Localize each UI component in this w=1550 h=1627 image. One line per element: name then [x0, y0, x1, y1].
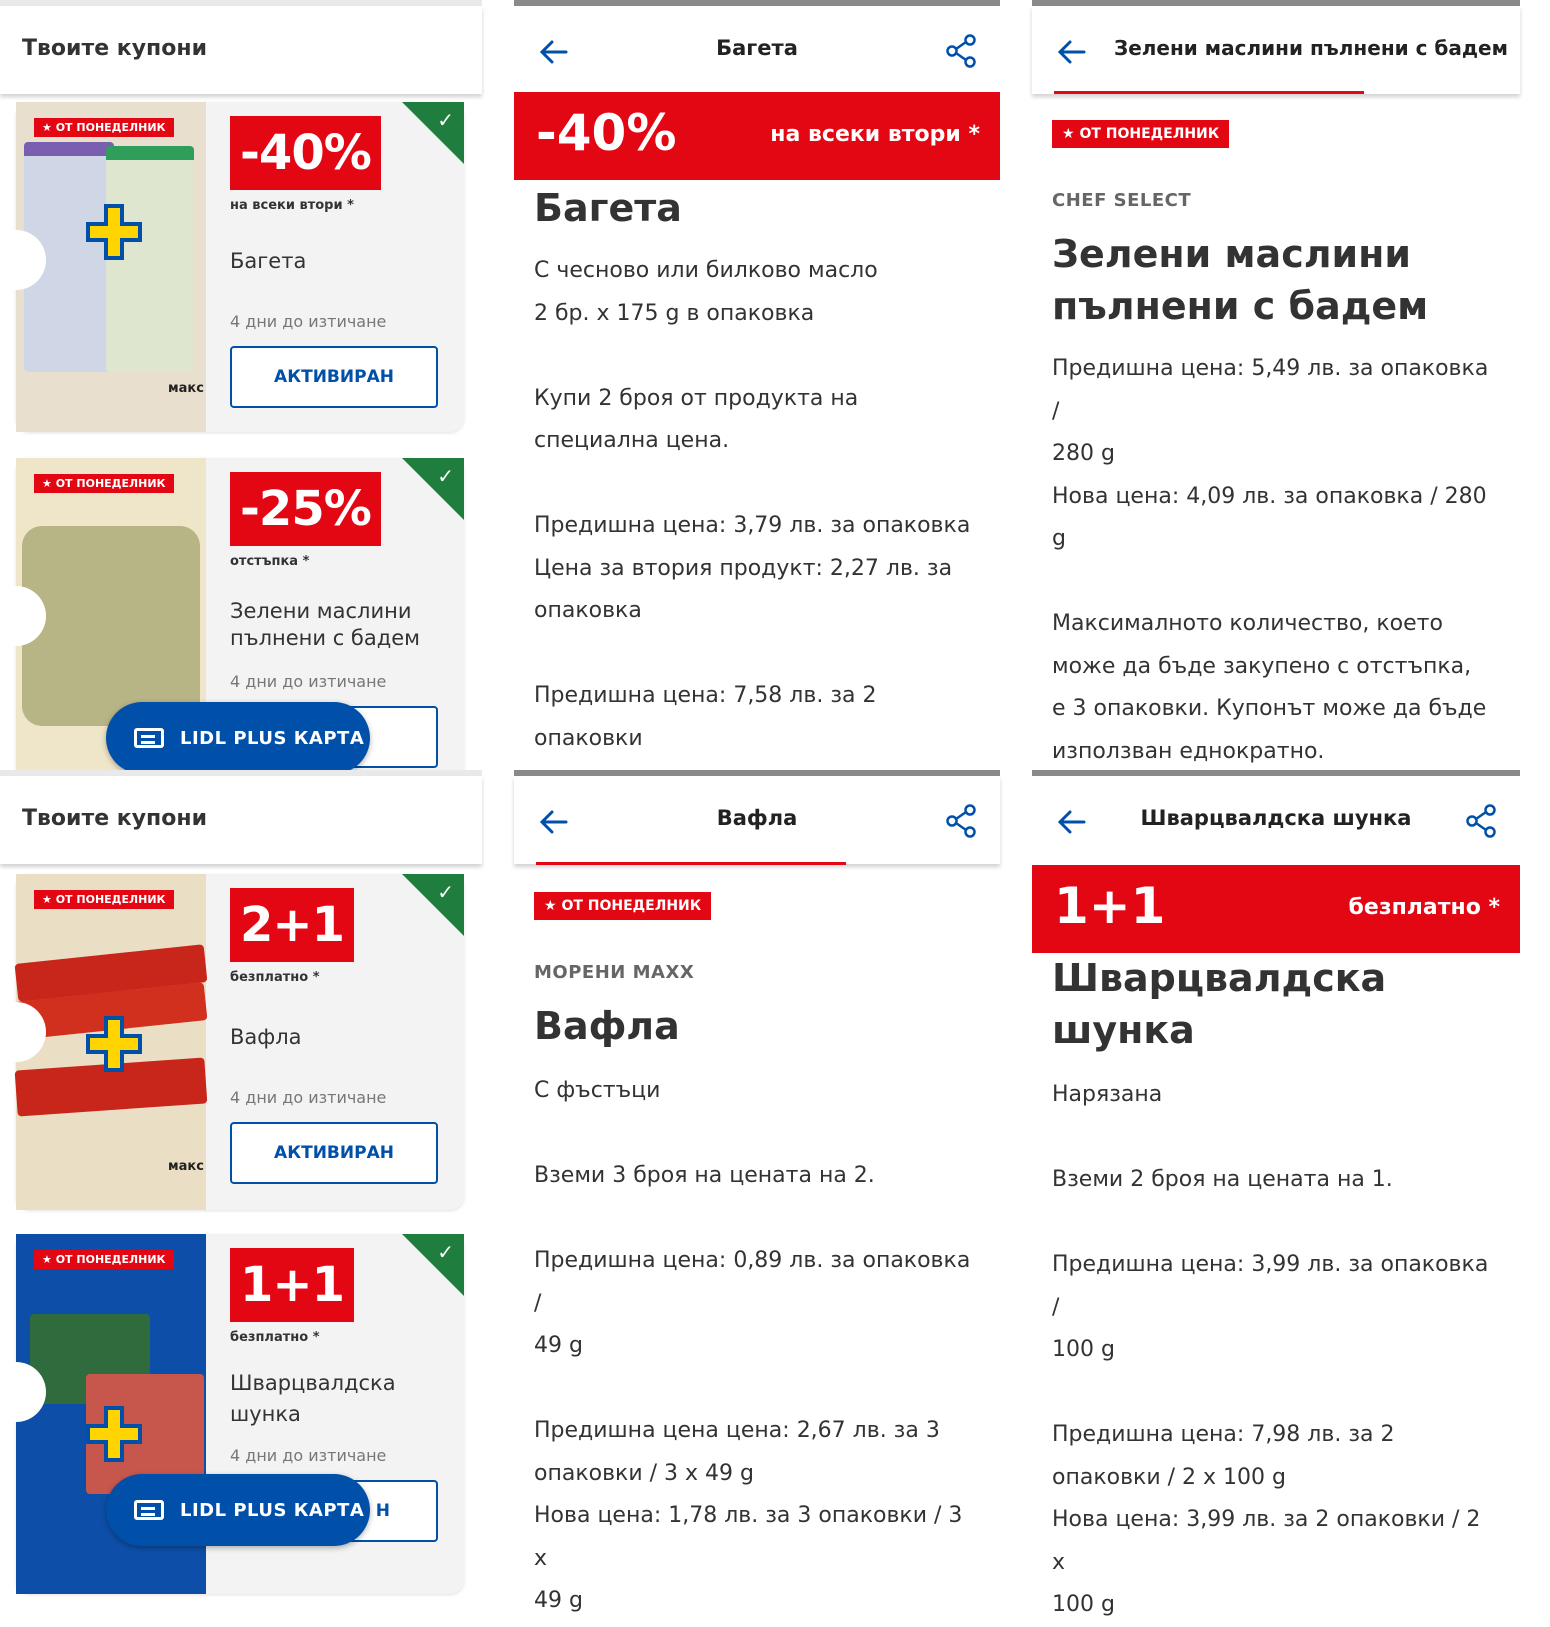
ribbon-from-monday: ★ ОТ ПОНЕДЕЛНИК [534, 892, 711, 920]
desc-line: може да бъде закупено с отстъпка, [1052, 653, 1472, 679]
desc-line: 280 g [1052, 441, 1115, 466]
coupon-name: Зелени маслини пълнени с бадем [230, 599, 421, 650]
coupon-name: Багета [230, 249, 307, 273]
brand-name: CHEF SELECT [1052, 190, 1192, 211]
header-title: Вафла [716, 806, 798, 830]
page-title: Твоите купони [22, 36, 207, 61]
desc-line: Предишна цена: 5,49 лв. за опаковка / [1052, 356, 1489, 424]
ribbon-text: ОТ ПОНЕДЕЛНИК [1079, 126, 1220, 142]
activated-button-cut-text: Н [375, 1501, 390, 1521]
badge-subtitle: на всеки втори * [230, 198, 354, 213]
ribbon-text: ОТ ПОНЕДЕЛНИК [55, 1253, 166, 1266]
product-description [534, 1070, 980, 1623]
header-title: Шварцвалдска шунка [1140, 806, 1412, 830]
desc-line: Вземи 2 броя на цената на 1. [1052, 1167, 1393, 1192]
page-title: Твоите купони [22, 806, 207, 831]
discount-badge: -40% [230, 116, 381, 190]
desc-line: 100 g [1052, 1592, 1115, 1617]
check-icon: ✓ [437, 108, 454, 132]
desc-line: g [1052, 526, 1066, 551]
activated-corner [402, 458, 464, 520]
check-icon: ✓ [437, 1240, 454, 1264]
coupon-name: Шварцвалдска шунка [230, 1371, 396, 1426]
discount-badge: 1+1 [230, 1248, 354, 1322]
desc-line: Нарязана [1052, 1082, 1163, 1107]
discount-condition: безплатно * [1348, 895, 1500, 920]
desc-line: Цена за втория продукт: 2,27 лв. за [534, 555, 953, 581]
activated-corner [402, 874, 464, 936]
desc-line [534, 463, 980, 506]
product-title-line2: шунка [1052, 1008, 1195, 1052]
desc-line: Предишна цена цена: 2,67 лв. за 3 [534, 1418, 940, 1443]
coupon-name: Вафла [230, 1025, 302, 1049]
discount-value: -40% [536, 104, 677, 162]
desc-line [534, 1368, 980, 1411]
expiry-text: 4 дни до изтичане [230, 312, 387, 331]
desc-line: опаковки / 3 x 49 g [534, 1460, 754, 1486]
desc-line [534, 1198, 980, 1241]
ribbon-from-monday: ★ ОТ ПОНЕДЕЛНИК [34, 890, 174, 909]
ribbon-text: ОТ ПОНЕДЕЛНИК [561, 898, 702, 914]
coupons-list-bottom [0, 770, 482, 1558]
coupon-card-wafer[interactable] [16, 874, 464, 1210]
discount-badge: 2+1 [230, 888, 354, 962]
discount-badge: -25% [230, 472, 381, 546]
ribbon-text: ОТ ПОНЕДЕЛНИК [55, 893, 166, 906]
lidl-plus-card-button[interactable] [106, 702, 370, 774]
discount-banner [514, 92, 1000, 180]
desc-line: 49 g [534, 1333, 583, 1358]
desc-line: С чесново или билково масло [534, 258, 878, 283]
ribbon-text: ОТ ПОНЕДЕЛНИК [55, 121, 166, 134]
product-description [1052, 348, 1500, 773]
product-image-wafer [16, 874, 206, 1210]
detail-header [1032, 776, 1520, 864]
product-title-line1: Шварцвалдска [1052, 956, 1387, 1000]
discount-condition: на всеки втори * [770, 122, 980, 147]
expiry-text: 4 дни до изтичане [230, 1088, 387, 1107]
desc-line [1052, 1372, 1500, 1415]
discount-value: 1+1 [1054, 877, 1166, 935]
desc-line: специална цена. [534, 428, 730, 453]
coupon-list [0, 870, 482, 1558]
desc-line: Предишна цена: 3,99 лв. за опаковка / [1052, 1252, 1489, 1320]
ribbon-from-monday: ★ ОТ ПОНЕДЕЛНИК [34, 118, 174, 137]
lidl-plus-card-button[interactable] [106, 1474, 370, 1546]
activated-button[interactable]: АКТИВИРАН [230, 1122, 438, 1184]
desc-line: Предишна цена: 0,89 лв. за опаковка / [534, 1248, 971, 1316]
desc-line: Нова цена: 1,78 лв. за 3 опаковки / 3 x [534, 1503, 963, 1571]
product-title: Вафла [534, 1004, 680, 1048]
badge-subtitle: безплатно * [230, 1330, 320, 1345]
lidl-plus-label: LIDL PLUS КАРТА [180, 727, 365, 749]
detail-baguette [514, 0, 1000, 751]
ribbon-from-monday: ★ ОТ ПОНЕДЕЛНИК [1052, 120, 1229, 148]
product-description [534, 250, 980, 803]
brand-name: МОРЕНИ MAXX [534, 962, 695, 983]
card-icon [134, 728, 164, 748]
list-header [0, 776, 482, 864]
back-arrow-icon[interactable] [1054, 34, 1090, 70]
header-title: Зелени маслини пълнени с бадем [1114, 36, 1508, 60]
detail-header [514, 6, 1000, 94]
desc-line: използван еднократно. [1052, 738, 1325, 764]
desc-line [1052, 561, 1500, 604]
desc-line: С фъстъци [534, 1078, 661, 1103]
ribbon-from-monday: ★ ОТ ПОНЕДЕЛНИК [34, 1250, 174, 1269]
header-title: Багета [716, 36, 798, 60]
tab-indicator [536, 862, 846, 865]
expiry-text: 4 дни до изтичане [230, 1446, 387, 1465]
ribbon-text: ОТ ПОНЕДЕЛНИК [55, 477, 166, 490]
detail-header [1032, 6, 1520, 94]
product-title-line2: пълнени с бадем [1052, 284, 1429, 328]
desc-line [1052, 1117, 1500, 1160]
product-description [1052, 1074, 1500, 1627]
coupon-card-baguette[interactable] [16, 102, 464, 432]
product-title-line1: Зелени маслини [1052, 232, 1412, 276]
badge-subtitle: безплатно * [230, 970, 320, 985]
check-icon: ✓ [437, 880, 454, 904]
desc-line: 100 g [1052, 1337, 1115, 1362]
tab-indicator [1054, 91, 1364, 94]
desc-line: опаковка [534, 598, 642, 623]
badge-subtitle: отстъпка * [230, 554, 310, 569]
discount-banner [1032, 865, 1520, 953]
activated-corner [402, 1234, 464, 1296]
lidl-plus-label: LIDL PLUS КАРТА [180, 1499, 365, 1521]
card-icon [134, 1500, 164, 1520]
desc-line: Купи 2 броя от продукта на [534, 385, 859, 411]
detail-olives [1032, 0, 1520, 764]
desc-line [1052, 1202, 1500, 1245]
share-icon[interactable] [1464, 803, 1498, 839]
list-header [0, 6, 482, 94]
desc-line: Максималното количество, което [1052, 611, 1443, 636]
share-icon[interactable] [944, 803, 978, 839]
desc-line: Нова цена: 3,99 лв. за 2 опаковки / 2 x [1052, 1507, 1481, 1575]
max-label: макс [168, 381, 204, 396]
activated-corner [402, 102, 464, 164]
max-label: макс [168, 1159, 204, 1174]
detail-wafer [514, 770, 1000, 1613]
desc-line: 2 бр. x 175 g в опаковка [534, 300, 815, 326]
plus-icon [84, 202, 144, 262]
desc-line: Предишна цена: 7,58 лв. за 2 опаковки [534, 683, 877, 751]
check-icon: ✓ [437, 464, 454, 488]
ribbon-from-monday: ★ ОТ ПОНЕДЕЛНИК [34, 474, 174, 493]
desc-line: опаковки / 2 x 100 g [1052, 1464, 1286, 1490]
desc-line [534, 335, 980, 378]
desc-line: Предишна цена: 7,98 лв. за 2 [1052, 1422, 1395, 1447]
plus-icon [84, 1404, 144, 1464]
product-image-baguette [16, 102, 206, 432]
coupon-list [0, 100, 482, 749]
activated-button[interactable]: АКТИВИРАН [230, 346, 438, 408]
desc-line: Предишна цена: 3,79 лв. за опаковка [534, 513, 971, 538]
desc-line [534, 1113, 980, 1156]
olive-cup [22, 526, 200, 726]
coupons-list-top [0, 0, 482, 749]
desc-line: Нова цена: 4,09 лв. за опаковка / 280 [1052, 483, 1487, 509]
desc-line: Вземи 3 броя на цената на 2. [534, 1163, 875, 1188]
desc-line: 49 g [534, 1588, 583, 1613]
plus-icon [84, 1014, 144, 1074]
desc-line [534, 633, 980, 676]
product-title: Багета [534, 186, 682, 230]
detail-ham [1032, 770, 1520, 1617]
expiry-text: 4 дни до изтичане [230, 672, 387, 691]
desc-line: е 3 опаковки. Купонът може да бъде [1052, 696, 1487, 721]
detail-header [514, 776, 1000, 864]
share-icon[interactable] [944, 33, 978, 69]
